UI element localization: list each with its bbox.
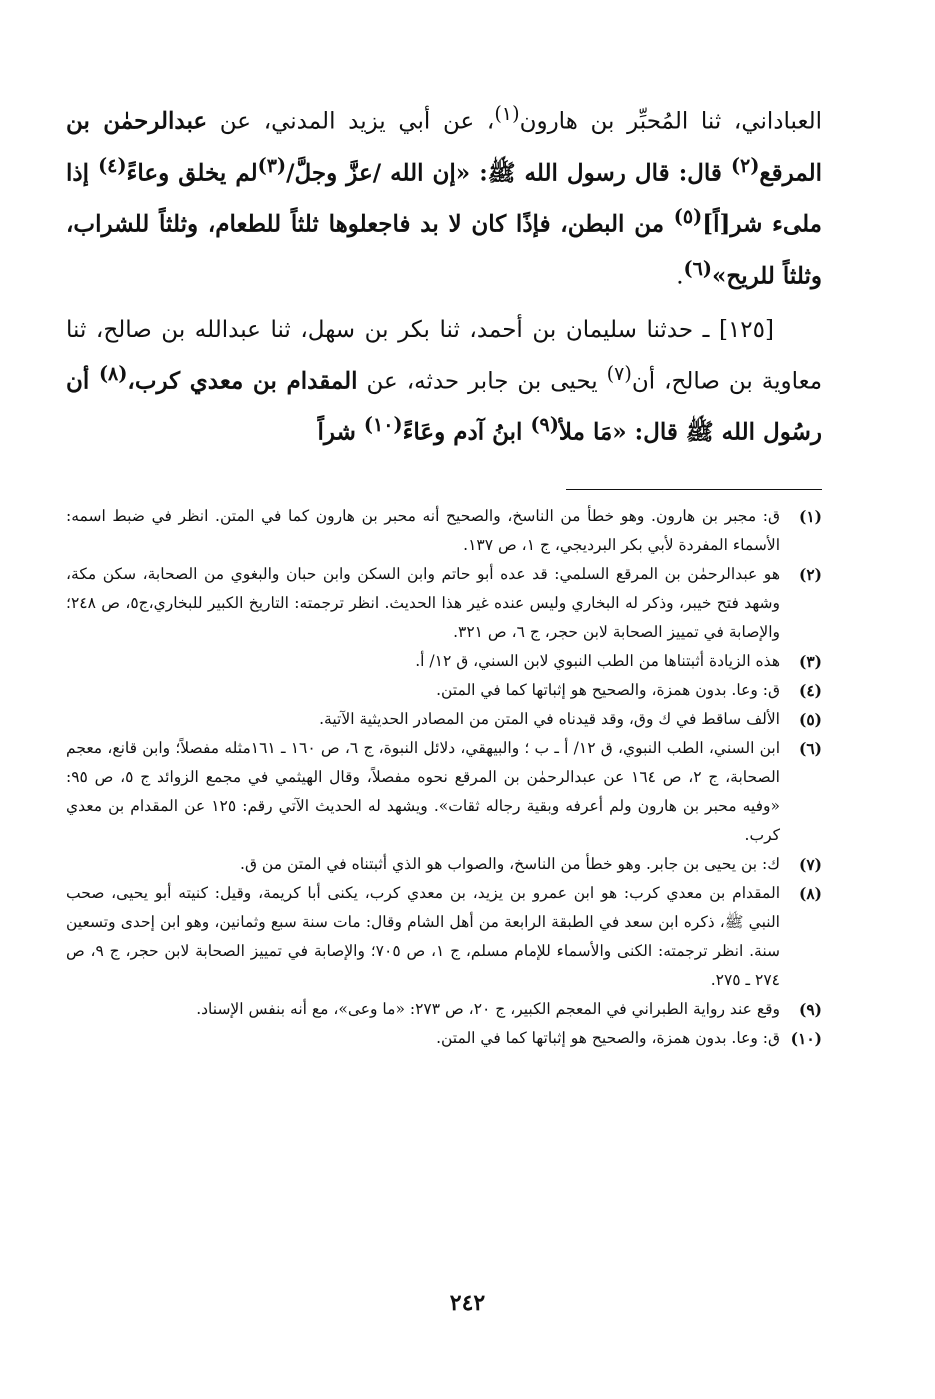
- hadith-text: من البطن، فإذًا كان لا بد فاجعلوها ثلثاً للطعام، وثلثاً للشراب، وثلثاً للريح»: [66, 210, 822, 290]
- footnote-number: (٨): [798, 883, 822, 903]
- footnote-text: وقع عند رواية الطبراني في المعجم الكبير، ج ٢٠، ص ٢٧٣: «ما وعى»، مع أنه بنفس الإسناد.: [196, 999, 780, 1018]
- text-run: العباداني، ثنا المُحبِّر بن هارون: [519, 108, 822, 135]
- hadith-text: إذا ملىء شر[اً]: [66, 159, 822, 238]
- text-run: ، عن أبي يزيد المدني، عن: [207, 108, 495, 135]
- footnote-ref-3[interactable]: (٣): [257, 153, 287, 177]
- footnote-10: [66, 1024, 822, 1053]
- hadith-text: ابنُ آدم وعَاءً: [402, 418, 531, 446]
- footnote-text: ق: وعا. بدون همزة، والصحيح هو إثباتها كما في المتن.: [436, 680, 780, 699]
- footnote-6: [66, 734, 822, 850]
- footnote-text: ق: وعا. بدون همزة، والصحيح هو إثباتها كما في المتن.: [436, 1028, 780, 1047]
- hadith-paragraph-124-end: [66, 92, 822, 299]
- text-run: [١٢٥] ـ حدثنا سليمان بن أحمد، ثنا بكر بن سهل، ثنا عبدالله بن صالح، ثنا معاوية بن صالح، أن: [66, 316, 823, 395]
- narrator-name: المقدام بن معدي كرب،: [127, 367, 358, 395]
- hadith-text: شراً: [317, 418, 364, 446]
- footnote-9: [66, 995, 822, 1024]
- footnote-number: (٩): [798, 999, 822, 1019]
- footnote-text: الألف ساقط في ك وق، وقد قيدناه في المتن من المصادر الحديثية الآتية.: [319, 709, 780, 728]
- footnote-text: ق: مجبر بن هارون. وهو خطأ من الناسخ، والصحيح أنه محبر بن هارون كما في المتن. انظر في ضبط اسمه: الأسماء المفردة لأبي بكر البرديجي، ج ١، ص ١٣٧.: [66, 506, 780, 554]
- hadith-text: قال: قال رسول الله ﷺ: «إن الله /عزَّ وجلَّ/: [286, 159, 731, 187]
- footnote-ref-5[interactable]: (٥): [673, 205, 703, 229]
- footnote-ref-10[interactable]: (١٠): [363, 413, 403, 437]
- footnote-number: (١): [798, 506, 822, 526]
- footnote-number: (٧): [798, 854, 822, 874]
- footnote-3: [66, 647, 822, 676]
- footnote-number: (٢): [798, 564, 822, 584]
- footnote-7: [66, 850, 822, 879]
- page-number: ٢٤٢: [449, 1290, 486, 1316]
- footnote-number: (٣): [798, 651, 822, 671]
- footnote-1: [66, 502, 822, 560]
- footnote-text: ك: بن يحيى بن جابر. وهو خطأ من الناسخ، والصواب هو الذي أثبتناه في المتن من ق.: [240, 854, 780, 873]
- footnote-number: (٥): [798, 709, 822, 729]
- footnote-text: هو عبدالرحمٰن بن المرقع السلمي: قد عده أبو حاتم وابن السكن وابن حبان والبغوي من الصحابة، سكن مكة، وشهد فتح خيبر، وذكر له البخاري وليس عنده غير هذا الحديث. انظر ترجمته: التاريخ الكبير للبخاري،ج٥، ص ٢٤٨؛ والإصابة في تمييز الصحابة لابن حجر، ج ٦، ص ٣٢١.: [66, 564, 780, 641]
- footnotes-section: [66, 502, 822, 1053]
- footnote-ref-4[interactable]: (٤): [98, 153, 127, 177]
- footnote-4: [66, 676, 822, 705]
- hadith-text: لم يخلق وعاءً: [126, 159, 258, 187]
- hadith-paragraph-125: [66, 309, 822, 455]
- footnote-text: هذه الزيادة أثبتناها من الطب النبوي لابن السني، ق ١٢/ أ.: [415, 651, 780, 670]
- book-page: [66, 92, 822, 1053]
- footnote-number: (٦): [798, 738, 822, 758]
- narrator-name: عبدالرحمٰن بن المرقع: [66, 107, 823, 187]
- footnote-ref-9[interactable]: (٩): [530, 413, 559, 437]
- footnote-text: ابن السني، الطب النبوي، ق ١٢/ أ ـ ب ؛ والبيهقي، دلائل النبوة، ج ٦، ص ١٦٠ ـ ١٦١مثله مفصلاً؛ وابن قانع، معجم الصحابة، ج ٢، ص ١٦٤ عن عبدالرحمٰن بن المرقع نحوه مفصلاً، وقال الهيثمي في مجمع الزوائد ج ٥، ص ٩٥: «وفيه محبر بن هارون ولم أعرفه وبقية رجاله ثقات». ويشهد له الحديث الآتي رقم: ١٢٥ عن المقدام بن معدي كرب.: [66, 738, 781, 844]
- text-run: يحيى بن جابر حدثه، عن: [357, 368, 607, 395]
- footnote-ref-6[interactable]: (٦): [683, 256, 712, 280]
- text-run: .: [676, 263, 684, 290]
- footnote-ref-1[interactable]: (١): [494, 102, 520, 125]
- footnote-ref-2[interactable]: (٢): [730, 153, 760, 177]
- footnote-8: [66, 879, 822, 995]
- footnote-ref-7[interactable]: (٧): [606, 361, 632, 385]
- footnote-text: المقدام بن معدي كرب: هو ابن عمرو بن يزيد، بن معدي كرب، يكنى أبا كريمة، وقيل: كنيته أبو يحيى، صحب النبي ﷺ، ذكره ابن سعد في الطبقة الرابعة من أهل الشام وقال: مات سنة سبع وثمانين، وهو ابن إحدى وتسعين سنة. انظر ترجمته: الكنى والأسماء للإمام مسلم، ج ١، ص ٧٠٥؛ والإصابة في تمييز الصحابة لابن حجر، ج ٩، ص ٢٧٤ ـ ٢٧٥.: [66, 883, 780, 989]
- footnote-divider: [566, 489, 822, 490]
- footnote-number: (٤): [798, 680, 822, 700]
- main-text: [66, 92, 822, 455]
- footnote-5: [66, 705, 822, 734]
- hadith-text: أن رسُول الله ﷺ قال: «مَا ملأ: [66, 367, 822, 446]
- footnote-2: [66, 560, 822, 647]
- footnote-ref-8[interactable]: (٨): [98, 361, 128, 385]
- footnote-number: (١٠): [790, 1028, 822, 1048]
